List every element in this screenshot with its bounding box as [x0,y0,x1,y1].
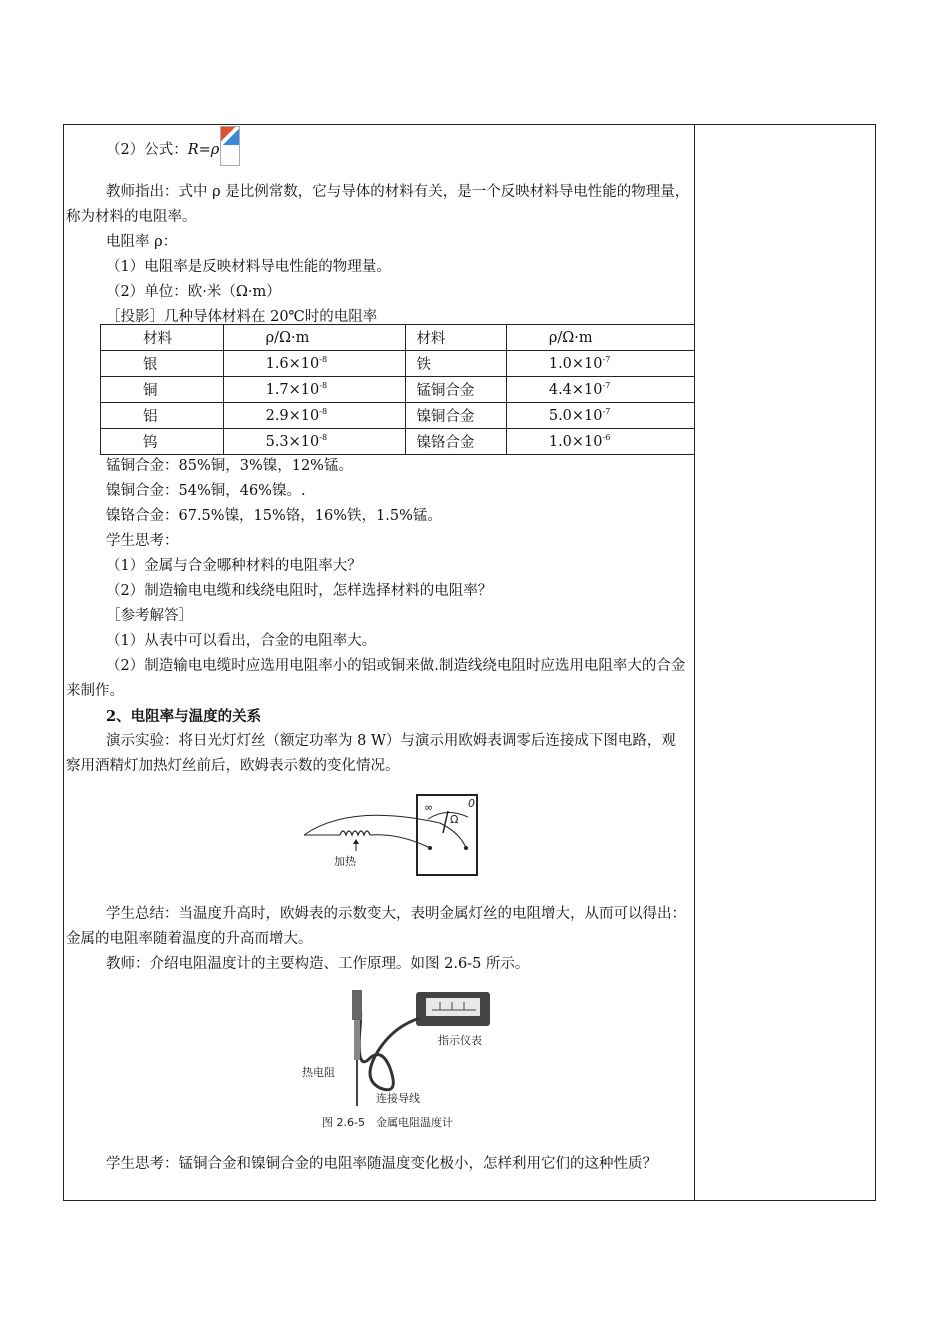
formula-image-icon [220,126,240,166]
teacher-intro: 教师：介绍电阻温度计的主要构造、工作原理。如图 2.6-5 所示。 [106,956,530,972]
value-cell: $5.0\times 10^{-7}$ [506,403,694,429]
middle-text-block [66,454,690,779]
material-cell: 锰铜合金 [406,377,506,403]
wire-right [370,835,430,848]
meter-infinity-mark: ∞ [424,801,434,814]
column-divider [694,124,695,1201]
student-think-2: 学生思考：锰铜合金和镍铜合金的电阻率随温度变化极小，怎样利用它们的这种性质？ [106,1156,657,1172]
figure-caption: 图 2.6-5 金属电阻温度计 [322,1116,453,1129]
formula-expression: R=ρ [187,142,220,158]
thermometer-figure [300,988,500,1138]
student-summary: 学生总结：当温度升高时，欧姆表的示数变大，表明金属灯丝的电阻增大，从而可以得出：金属的电阻率随着温度的升高而增大。 [66,906,686,947]
wire-top [304,815,466,848]
alloy-composition-2: 镍铜合金：54%铜，46%镍。. [106,483,306,499]
top-text-block [66,138,690,330]
table-header-cell: 材料 [101,325,224,351]
material-cell: 银 [101,351,224,377]
connecting-wire [358,992,420,1090]
table-header-cell: ρ/Ω·m [506,325,694,351]
circuit-diagram [300,793,480,878]
material-cell: 镍铬合金 [406,429,506,455]
value-cell: $1.7\times 10^{-8}$ [223,377,406,403]
table-header-cell: ρ/Ω·m [223,325,406,351]
material-cell: 钨 [101,429,224,455]
meter-zero-mark: 0 [468,797,475,810]
material-cell: 铁 [406,351,506,377]
section-heading: 2、电阻率与温度的关系 [106,708,262,725]
value-cell: $5.3\times 10^{-8}$ [223,429,406,455]
alloy-composition-1: 锰铜合金：85%铜，3%镍，12%锰。 [106,458,353,474]
value-cell: $1.0\times 10^{-7}$ [506,351,694,377]
meter-needle [443,811,448,833]
heat-arrowhead [353,839,359,844]
material-cell: 镍铜合金 [406,403,506,429]
answer-1: （1）从表中可以看出，合金的电阻率大。 [106,633,377,649]
projection-caption: ［投影］几种导体材料在 20℃时的电阻率 [106,309,378,325]
sensor-body [354,1020,360,1060]
value-cell: $1.0\times 10^{-6}$ [506,429,694,455]
rho-title: 电阻率 ρ： [106,234,178,250]
filament-coil [340,831,370,835]
meter-ohm-mark: Ω [450,813,459,826]
resistivity-table [100,324,695,455]
meter-dial [426,998,480,1016]
demo-experiment: 演示实验：将日光灯灯丝（额定功率为 8 W）与演示用欧姆表调零后连接成下图电路，观察用酒精灯加热灯丝前后，欧姆表示数的变化情况。 [66,733,676,774]
alloy-composition-3: 镍铬合金：67.5%镍，15%铬，16%铁，1.5%锰。 [106,508,442,524]
material-cell: 铜 [101,377,224,403]
heat-label: 加热 [334,855,356,868]
table-header-row [101,325,695,351]
table-row [101,429,695,455]
student-think-label: 学生思考： [106,533,179,549]
rho-point-1: （1）电阻率是反映材料导电性能的物理量。 [106,259,391,275]
teacher-note: 教师指出：式中 ρ 是比例常数，它与导体的材料有关，是一个反映材料导电性能的物理量，称为材料的电阻率。 [66,184,690,225]
value-cell: $1.6\times 10^{-8}$ [223,351,406,377]
table-row [101,377,695,403]
table-header-cell: 材料 [406,325,506,351]
question-1: （1）金属与合金哪种材料的电阻率大？ [106,558,362,574]
table-row [101,403,695,429]
meter-label: 指示仪表 [438,1034,482,1047]
rho-point-2: （2）单位：欧·米（Ω·m） [106,284,281,300]
sensor-head [352,990,362,1020]
material-cell: 铝 [101,403,224,429]
value-cell: $2.9\times 10^{-8}$ [223,403,406,429]
reference-answer-label: ［参考解答］ [106,608,193,624]
formula-line [66,138,690,180]
wire-label: 连接导线 [376,1092,420,1105]
sensor-label: 热电阻 [302,1066,335,1079]
question-2: （2）制造输电电缆和线绕电阻时，怎样选择材料的电阻率？ [106,583,493,599]
value-cell: $4.4\times 10^{-7}$ [506,377,694,403]
table-row [101,351,695,377]
answer-2: （2）制造输电电缆时应选用电阻率小的铝或铜来做.制造线绕电阻时应选用电阻率大的合金来制作。 [66,658,686,699]
end-text-block [66,1152,690,1177]
formula-label: （2）公式： [106,142,188,158]
lower-text-block [66,902,690,977]
